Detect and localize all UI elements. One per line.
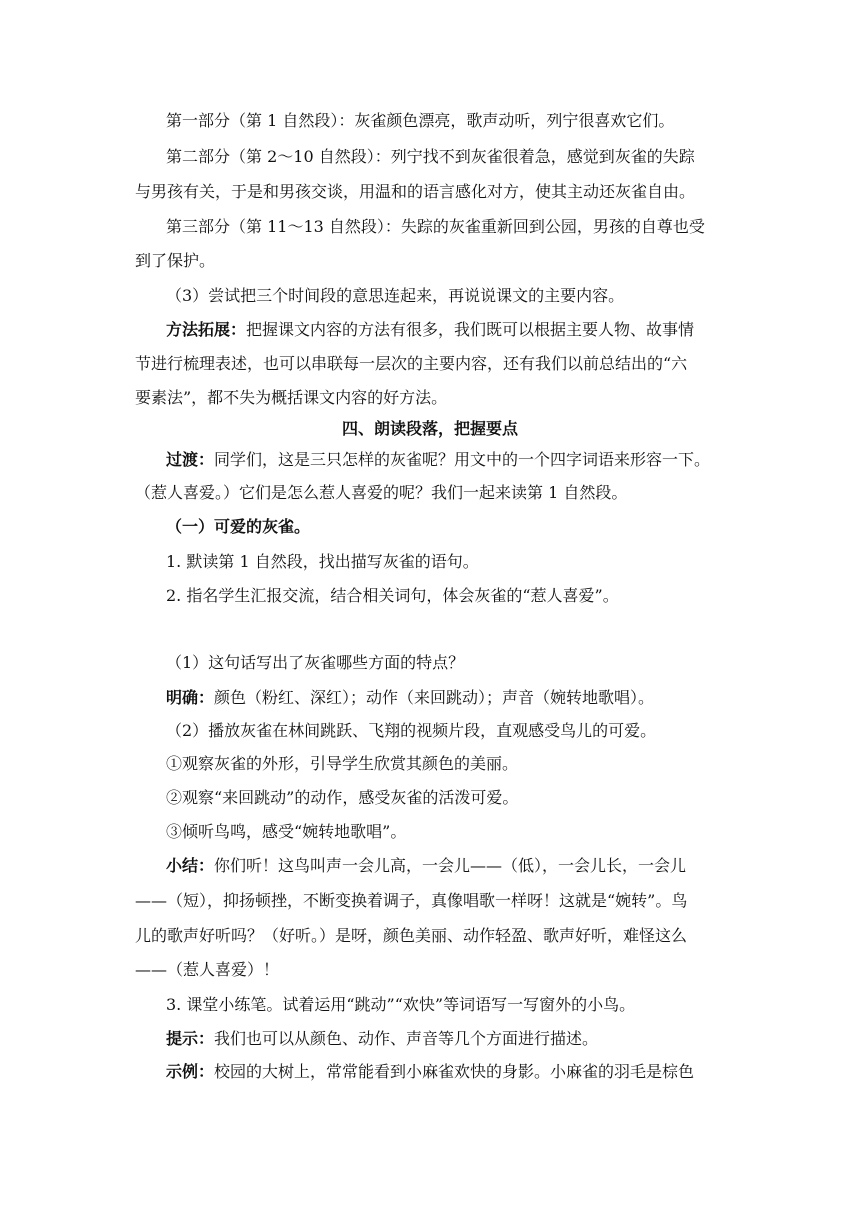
section4-heading: 四、朗读段落，把握要点 [341,419,518,438]
part3-line-2: 到了保护。 [135,251,216,270]
summary-label: 小结： [166,856,215,875]
hint-text: 我们也可以从颜色、动作、声音等几个方面进行描述。 [214,1029,599,1048]
observe1-line: ①观察灰雀的外形，引导学生欣赏其颜色的美丽。 [166,754,519,773]
subsection1-heading: （一）可爱的灰雀。 [166,517,311,536]
transition-line-2: （惹人喜爱。）它们是怎么惹人喜爱的呢？我们一起来读第 1 自然段。 [135,483,628,502]
method-line-1 [166,319,694,341]
method-text-1: 把握课文内容的方法有很多，我们既可以根据主要人物、故事情 [246,320,695,339]
hint-line [166,1028,598,1050]
summary-line-2: ——（短），抑扬顿挫，不断变换着调子，真像唱歌一样呀！这就是“婉转”。鸟 [135,891,688,910]
observe3-line: ③倾听鸟鸣，感受“婉转地歌唱”。 [166,822,407,841]
summary-line-3: 儿的歌声好听吗？（好听。）是呀，颜色美丽、动作轻盈、歌声好听，难怪这么 [135,926,688,945]
question2-line: （2）播放灰雀在林间跳跃、飞翔的视频片段，直观感受鸟儿的可爱。 [166,721,657,740]
item2-line: 2. 指名学生汇报交流，结合相关词句，体会灰雀的“惹人喜爱”。 [166,586,619,605]
part2-line-1: 第二部分（第 2～10 自然段）：列宁找不到灰雀很着急，感觉到灰雀的失踪 [166,147,695,166]
transition-label: 过渡： [166,450,215,469]
part3-line-1: 第三部分（第 11～13 自然段）：失踪的灰雀重新回到公园，男孩的自尊也受 [166,217,705,236]
transition-line-1 [166,449,710,471]
clarify-line [166,687,654,709]
summary-line-1 [166,855,686,877]
hint-label: 提示： [166,1029,215,1048]
clarify-label: 明确： [166,688,215,707]
example-text: 校园的大树上，常常能看到小麻雀欢快的身影。小麻雀的羽毛是棕色 [214,1062,695,1081]
example-label: 示例： [166,1062,215,1081]
clarify-text: 颜色（粉红、深红）；动作（来回跳动）；声音（婉转地歌唱）。 [214,688,655,707]
method-line-2: 节进行梳理表述，也可以串联每一层次的主要内容，还有我们以前总结出的“六 [135,354,688,373]
method-line-3: 要素法”，都不失为概括课文内容的好方法。 [135,388,448,407]
summary-line-4: ——（惹人喜爱）！ [135,960,280,979]
part1-line: 第一部分（第 1 自然段）：灰雀颜色漂亮，歌声动听，列宁很喜欢它们。 [166,111,675,130]
example-line [166,1061,694,1083]
question1-line: （1）这句话写出了灰雀哪些方面的特点？ [166,653,465,672]
part2-line-2: 与男孩有关，于是和男孩交谈，用温和的语言感化对方，使其主动还灰雀自由。 [135,182,696,201]
item1-line: 1. 默读第 1 自然段，找出描写灰雀的语句。 [166,552,479,571]
summary-text-1: 你们听！这鸟叫声一会儿高，一会儿——（低），一会儿长，一会儿 [214,856,687,875]
item3-line: 3. 课堂小练笔。试着运用“跳动”“欢快”等词语写一写窗外的小鸟。 [166,995,636,1014]
method-label: 方法拓展： [166,320,247,339]
observe2-line: ②观察“来回跳动”的动作，感受灰雀的活泼可爱。 [166,788,519,807]
transition-text-1: 同学们，这是三只怎样的灰雀呢？用文中的一个四字词语来形容一下。 [214,450,711,469]
step3-line: （3）尝试把三个时间段的意思连起来，再说说课文的主要内容。 [166,286,625,305]
